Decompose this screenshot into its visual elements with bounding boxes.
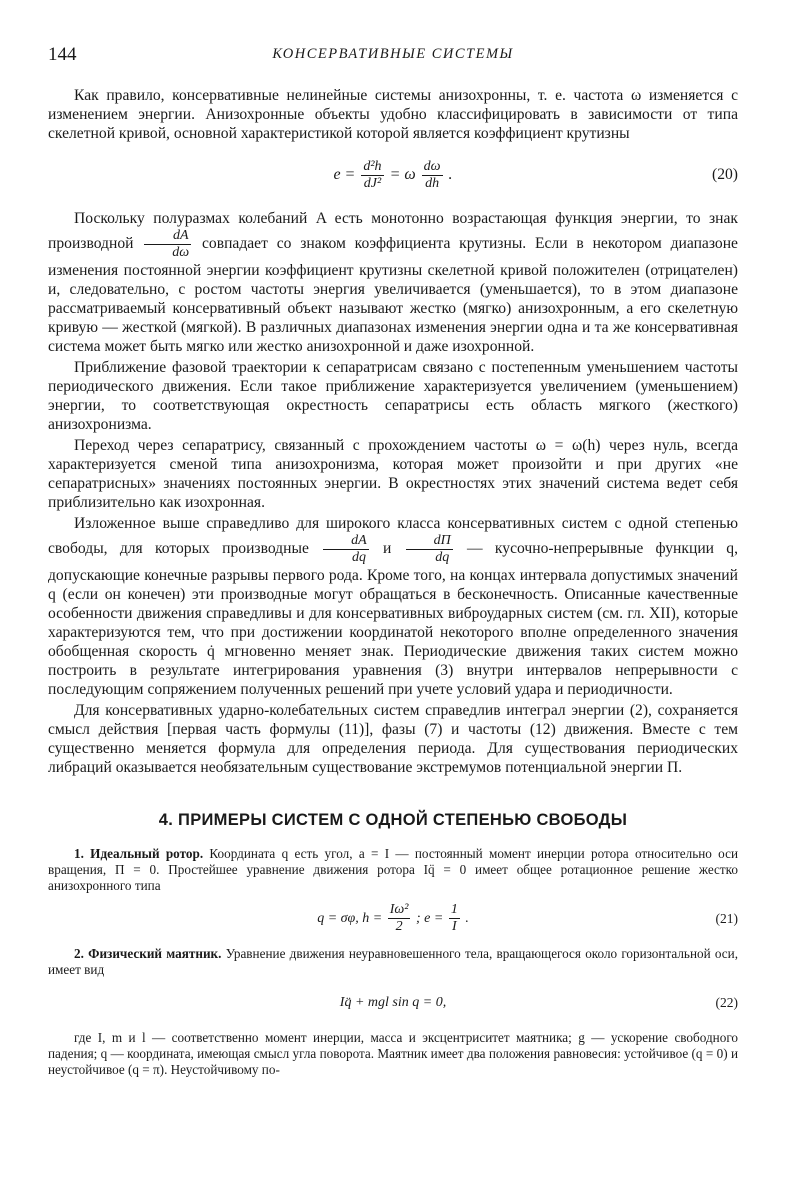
eq20-lhs: e = <box>333 166 356 183</box>
equation-22-formula: Iq̈ + mgl sin q = 0, <box>339 995 447 1010</box>
running-title: КОНСЕРВАТИВНЫЕ СИСТЕМЫ <box>272 46 514 62</box>
eq20-tail: . <box>448 166 453 183</box>
equation-21-formula <box>48 902 738 936</box>
paragraph-anisochronous: Как правило, консервативные нелинейные системы анизохронны, т. е. частота ω изменяется с изменением энергии. Анизохронные объекты удобно классифицировать в зависимости от типа скелетной кривой, основной характеристикой которой является коэффициент крутизны <box>48 87 738 142</box>
eq20-num2: dω <box>423 158 441 174</box>
page-number: 144 <box>48 44 77 65</box>
paragraph-half-swing <box>48 209 738 356</box>
eq20-mid: = ω <box>389 166 416 183</box>
paragraph-separatrix-crossing: Переход через сепаратрису, связанный с прохождением частоты ω = ω(h) через нуль, всегда характеризуется сменой типа анизохронизма, которая может произойти и при других «не сепаратрисных» значениях постоянных энергии. В окрестностях этих значений система ведет себя приблизительно как изохронная. <box>48 437 738 511</box>
page-body <box>48 86 738 1078</box>
equation-22-number: (22) <box>715 995 738 1010</box>
eq20-fraction-1 <box>361 159 383 192</box>
eq21-fraction-2 <box>449 902 460 935</box>
p5-den2: dq <box>435 550 450 565</box>
example-rotor-label: 1. Идеальный ротор. <box>74 846 204 861</box>
equation-20 <box>48 155 738 195</box>
example-pendulum <box>48 946 738 978</box>
equation-21-number: (21) <box>715 911 738 926</box>
eq21-num1: Iω² <box>389 902 409 918</box>
p5-num1: dA <box>323 533 369 550</box>
p5-text-b: — кусочно-непрерывные функции q, допускающие конечные разрывы первого рода. Кроме того, на концах интервала допустимых значений q (если он конечен) эти производные могут обращаться в бесконечность. Описанные качественные особенности движения справедливы и для консервативных виброударных систем (см. гл. XII), которые характеризуются тем, что при достижении координатой некоторого вполне определенного значения обобщенная скорость q̇ мгновенно меняет знак. Периодические движения таких систем можно построить в результате интегрирования уравнения (3) внутри интервалов непрерывности с последующим сопряжением полученных решений при учете условий удара и периодичности. <box>48 540 738 698</box>
eq21-den2: I <box>451 919 457 935</box>
p5-num2: dΠ <box>406 533 453 550</box>
equation-20-number: (20) <box>712 166 738 183</box>
eq20-num1: d²h <box>363 158 382 174</box>
eq20-den2: dh <box>425 175 440 191</box>
eq21-b: ; e = <box>415 911 444 926</box>
eq21-num2: 1 <box>450 902 458 918</box>
p2-den: dω <box>172 245 190 260</box>
eq21-a: q = σφ, h = <box>317 911 383 926</box>
paragraph-separatrix-approach: Приближение фазовой траектории к сепаратрисам связано с постепенным уменьшением частоты периодического движения. Если такое приближение характеризуется увеличением (уменьшением) энергии, то соответствующая окрестность сепаратрисы есть область мягкого (жесткого) анизохронизма. <box>48 359 738 433</box>
eq20-den1: dJ² <box>363 175 382 191</box>
p2-text-a: Поскольку полуразмах колебаний A есть монотонно возрастающая функция энергии, то знак производной <box>48 210 738 253</box>
equation-21 <box>48 902 738 936</box>
example-rotor <box>48 846 738 894</box>
p2-fraction <box>144 228 191 261</box>
p5-den1: dq <box>351 550 366 565</box>
page-header <box>48 44 738 68</box>
eq20-fraction-2 <box>422 159 443 192</box>
p5-fraction-2 <box>406 533 453 566</box>
eq21-fraction-1 <box>388 902 411 935</box>
equation-22 <box>48 986 738 1020</box>
p5-text-a: Изложенное выше справедливо для широкого класса консервативных систем с одной степенью свободы, для которых производные <box>48 515 738 558</box>
example-pendulum-label: 2. Физический маятник. <box>74 946 222 961</box>
paragraph-pendulum-notation: где I, m и l — соответственно момент инерции, масса и эксцентриситет маятника; g — ускорение свободного падения; q — координата, имеющая смысл угла поворота. Маятник имеет два положения равновесия: устойчивое (q = 0) и неустойчивое (q = π). Неустойчивому по- <box>48 1030 738 1077</box>
eq21-tail: . <box>465 911 469 926</box>
paragraph-derivatives <box>48 514 738 699</box>
p2-num: dA <box>144 228 191 245</box>
example-rotor-text: Координата q есть угол, a = I — постоянный момент инерции ротора относительно оси вращения, Π = 0. Простейшее уравнение движения ротора Iq̈ = 0 имеет общее ротационное решение жестко анизохронного типа <box>48 846 739 893</box>
eq21-den1: 2 <box>395 919 403 935</box>
example-pendulum-text: Уравнение движения неуравновешенного тела, вращающегося около горизонтальной оси, имеет вид <box>48 946 738 977</box>
section-title: 4. ПРИМЕРЫ СИСТЕМ С ОДНОЙ СТЕПЕНЬЮ СВОБОДЫ <box>158 811 628 829</box>
p5-fraction-1 <box>323 533 369 566</box>
paragraph-impact-systems: Для консервативных ударно-колебательных систем справедлив интеграл энергии (2), сохраняется смысл действия [первая часть формулы (11)], фазы (7) и частоты (12) движения. Вместе с тем существенно меняется формула для определения периода. Для существования периодических либраций оказывается необязательным существование экстремумов потенциальной энергии Π. <box>48 702 738 776</box>
equation-20-formula <box>48 155 738 195</box>
p2-text-b: совпадает со знаком коэффициента крутизны. Если в некотором диапазоне изменения постоянной энергии коэффициент крутизны скелетной кривой положителен (отрицателен) и, следовательно, с ростом частоты энергия увеличивается (уменьшается), то в этом диапазоне рассматриваемый консервативный объект называют жестко (мягко) анизохронным, а его скелетную кривую — жесткой (мягкой). В различных диапазонах изменения энергии одна и та же консервативная система может быть мягко или жестко анизохронной и даже изохронной. <box>48 235 738 355</box>
p5-and: и <box>383 540 392 558</box>
